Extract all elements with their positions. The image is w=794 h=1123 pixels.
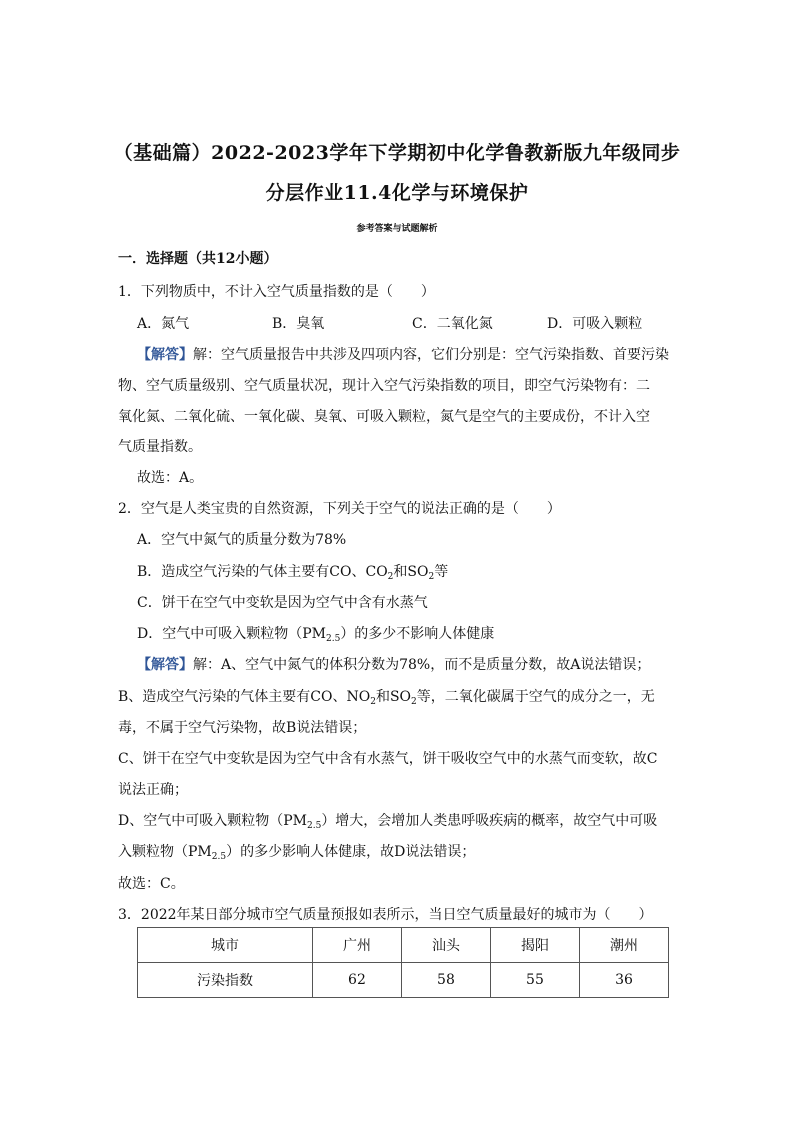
section-heading: 一．选择题（共12小题）: [118, 251, 278, 267]
q1-option-c: C．二氧化氮: [412, 316, 493, 332]
q2-option-d: [137, 623, 494, 644]
q2-answer-tag: 【解答】: [137, 657, 193, 673]
subscript: 2.5: [306, 821, 322, 831]
q2-option-a: A．空气中氮气的质量分数为78%: [137, 532, 347, 548]
table-cell: 城市: [138, 928, 313, 963]
q2-exp-d2-text: 入颗粒物（PM: [118, 844, 212, 860]
subscript: 2: [428, 572, 435, 582]
q2-exp-a-text: 解：A、空气中氮气的体积分数为78%，而不是质量分数，故A说法错误；: [193, 657, 651, 673]
q1-answer-tag: 【解答】: [137, 347, 193, 363]
q1-explanation-line-4: 气质量指数。: [118, 439, 202, 455]
q1-choice: 故选：A。: [137, 470, 204, 486]
table-cell: 污染指数: [138, 963, 313, 998]
q2-explanation-c-2: 说法正确；: [118, 782, 188, 798]
q2-explanation-a: [137, 654, 650, 674]
q1-option-a: A．氮气: [137, 316, 190, 332]
subtitle: 参考答案与试题解析: [356, 224, 438, 234]
table-header-row: [138, 928, 669, 963]
q2-stem: 2．空气是人类宝贵的自然资源，下列关于空气的说法正确的是（ ）: [118, 501, 561, 517]
table-cell: 55: [490, 963, 579, 998]
q2-exp-d-text: D、空气中可吸入颗粒物（PM: [118, 813, 307, 829]
q1-stem: 1．下列物质中，不计入空气质量指数的是（ ）: [118, 284, 435, 300]
q1-option-d: D．可吸入颗粒: [547, 316, 643, 332]
title-line-1: （基础篇）2022-2023学年下学期初中化学鲁教新版九年级同步: [113, 142, 681, 164]
q2-explanation-b-2: 毒，不属于空气污染物，故B说法错误；: [118, 720, 367, 736]
subscript: 2: [387, 572, 394, 582]
title-line-2: 分层作业11.4化学与环境保护: [265, 182, 529, 204]
q2-option-b-text-mid: 和SO: [393, 564, 429, 580]
table-cell: 汕头: [401, 928, 490, 963]
q2-exp-d2-text-end: ）的多少影响人体健康，故D说法错误；: [226, 844, 476, 860]
q2-explanation-d-1: [118, 810, 657, 831]
table-row: [138, 963, 669, 998]
q2-option-b-text-end: 等: [434, 564, 449, 580]
q1-explanation-line-3: 氧化氮、二氧化硫、一氧化碳、臭氧、可吸入颗粒，氮气是空气的主要成份，不计入空: [118, 409, 650, 425]
table-cell: 36: [579, 963, 668, 998]
table-cell: 揭阳: [490, 928, 579, 963]
subscript: 2.5: [211, 852, 227, 862]
q2-exp-b-text-end: 等，二氧化碳属于空气的成分之一，无: [416, 689, 655, 705]
q2-option-b-text: B．造成空气污染的气体主要有CO、CO: [137, 564, 388, 580]
q2-exp-b-text: B、造成空气污染的气体主要有CO、NO: [118, 689, 371, 705]
q1-exp-text-1: 解：空气质量报告中共涉及四项内容，它们分别是：空气污染指数、首要污染: [193, 347, 669, 363]
q2-exp-b-text-mid: 和SO: [375, 689, 412, 705]
q2-explanation-c-1: C、饼干在空气中变软是因为空气中含有水蒸气，饼干吸收空气中的水蒸气而变软，故C: [118, 751, 658, 767]
table-cell: 58: [401, 963, 490, 998]
table-cell: 潮州: [579, 928, 668, 963]
pollution-table: [137, 927, 669, 998]
q2-option-c: C．饼干在空气中变软是因为空气中含有水蒸气: [137, 595, 428, 611]
subscript: 2: [370, 697, 376, 707]
q2-explanation-d-2: [118, 841, 475, 862]
subscript: 2: [411, 697, 417, 707]
q2-option-d-text-end: ）的多少不影响人体健康: [340, 626, 495, 642]
subscript: 2.5: [325, 634, 341, 644]
q2-option-b: [137, 561, 448, 582]
q1-explanation-line-1: [137, 344, 669, 364]
q1-option-b: B．臭氧: [272, 316, 325, 332]
q2-choice: 故选：C。: [118, 876, 185, 892]
q3-stem: 3．2022年某日部分城市空气质量预报如表所示，当日空气质量最好的城市为（ ）: [118, 907, 653, 923]
q2-exp-d-text-end: ）增大，会增加人类患呼吸疾病的概率，故空气中可吸: [321, 813, 658, 829]
table-cell: 62: [312, 963, 401, 998]
q1-explanation-line-2: 物、空气质量级别、空气质量状况，现计入空气污染指数的项目，即空气污染物有：二: [118, 378, 650, 394]
q2-explanation-b-1: [118, 686, 655, 707]
q2-option-d-text: D．空气中可吸入颗粒物（PM: [137, 626, 326, 642]
table-cell: 广州: [312, 928, 401, 963]
